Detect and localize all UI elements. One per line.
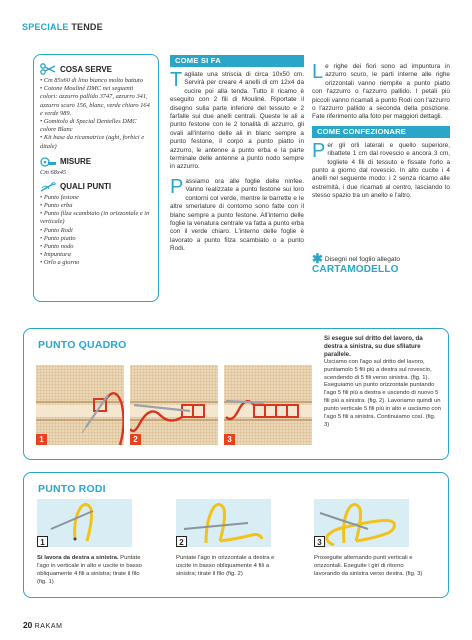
paragraph-text: assiamo ora alle foglie delle ninfee. Vanno realizzate a punto festone sui loro contorni col verde, mentre le barrette e le altre smerlature di contorno sono fatte con il blanc sempre a punto festone. All'interno delle foglie la venatura centrale va fatta a punto erba con il verde chiaro. L'interno delle foglie è lavorato a punto filza scambiato o a punto Rodi. [170, 177, 304, 253]
fabric-illustration [36, 365, 124, 445]
paragraph-text: agliate una striscia di circa 10x50 cm. Servirà per creare 4 anelli di cm 12x4 da cucire poi alla tenda. Tutto il ricamo è eseguito con 2 fili di Mouliné. Riportate il disegno sulla parte inferiore del tessuto e 2 farfalle sui due anelli centrali. Queste le ali a punto festone con le 2 tonalità di azzurro, gli ovali all'interno delle ali in blanc sempre a punto festone, il corpo a punto piatto in azzurro, le antenne a punto erba e la parte terminale delle antenne a punto nodo sempre in azzurro. [170, 71, 304, 171]
drop-cap: L [312, 61, 324, 83]
figure-number: 3 [314, 536, 325, 547]
figure-number: 2 [130, 434, 141, 445]
quali-punti-heading [40, 182, 152, 192]
paragraph [312, 139, 450, 201]
quali-punti-title: QUALI PUNTI [60, 182, 112, 192]
come-si-fa-bar: COME SI FA [170, 55, 304, 67]
list-item: • Impuntura [40, 251, 71, 259]
punto-rodi-desc3: Proseguite alternando punti verticali e orizzontali. Eseguite i giri di ritorno lavorando da sinistra verso destra. (fig. 3) [314, 555, 423, 577]
magazine-name: RAKAM [34, 623, 63, 630]
quali-punti-list [40, 194, 152, 268]
paragraph-text: er gli orli laterali e quello superiore, ribattete 1 cm dal rovescio e ancora 3 cm, togliete 4 fili di tessuto e fissate l'orlo a punto a giorno dal rovescio. In alto cucite i 4 anelli nel seguente modo: i 2 senza ricamo alle estremità, i due ricamati al centro, lasciando lo stesso spazio tra un anello e l'altro. [312, 141, 450, 200]
list-item: • Cm 85x60 di lino bianco molto battuto [40, 77, 143, 84]
misure-title: MISURE [60, 157, 92, 167]
paragraph-text: e righe dei fiori sono ad impuntura in azzurro scuro, le parti interne alle righe orizzontali vanno riempite a punto piatto con l'azzurro o l'azzurro pallido. I petali più piccoli vanno ricamati a punto Rodi con l'azzurro o l'azzurro pallido a seconda della posizione. Fate riferimento alla foto per maggiori dettagli. [312, 63, 450, 121]
tape-measure-icon [40, 157, 56, 167]
cosa-serve-heading [40, 63, 152, 75]
cosa-serve-title: COSA SERVE [60, 64, 113, 74]
drop-cap: T [170, 69, 183, 91]
scissors-icon [40, 63, 56, 75]
cartamodello-title: CARTAMODELLO [312, 264, 399, 275]
list-item: • Cotone Mouliné DMC nei seguenti colori: azzurro pallido 3747, azzurro 341, azzurro scuro 156, blanc, verde chiaro 164 e verde 989. [40, 85, 150, 117]
drop-cap: P [312, 139, 326, 162]
list-item: • Punto piatto [40, 234, 76, 242]
needle-icon [40, 182, 56, 192]
punto-rodi-fig2 [176, 499, 271, 547]
cosa-serve-section [40, 63, 152, 151]
section-label: SPECIALE [22, 22, 69, 32]
cartamodello-text: Disegni nel foglio allegato [324, 255, 401, 263]
description-lead: Si lavora da destra a sinistra. [37, 555, 119, 561]
drop-cap: P [170, 175, 184, 198]
misure-section [40, 157, 152, 176]
topic-label: TENDE [71, 22, 103, 32]
punto-quadro-panel [23, 328, 449, 460]
stitch-illustration [176, 499, 271, 547]
punto-rodi-desc2: Puntate l'ago in orizzontale a destra e uscite in basso obliquamente 4 fili a sinistra; tirate il filo (fig. 2) [176, 555, 275, 577]
misure-value: Cm 68x45 [40, 168, 67, 176]
punto-rodi-title: PUNTO RODI [38, 483, 106, 495]
column-right [312, 63, 450, 201]
figure-number: 3 [224, 434, 235, 445]
punto-quadro-title: PUNTO QUADRO [38, 339, 127, 351]
page-number: 20 [23, 620, 33, 630]
punto-rodi-fig3 [314, 499, 409, 547]
figure-number: 1 [37, 536, 48, 547]
fabric-illustration [130, 365, 218, 445]
cartamodello-note [312, 251, 452, 275]
list-item: • Punto filza scambiato (in orizzontale e in verticale) [40, 210, 150, 226]
list-item: • Punto festone [40, 193, 79, 201]
page-footer [23, 620, 63, 630]
punto-quadro-fig1 [36, 365, 124, 445]
description-text: Puntate l'ago in verticale in alto e uscite in basso obliquamente 4 fili a sinistra; tirate il filo (fig. 1) [37, 555, 142, 585]
description-text: Usciamo con l'ago sul dritto del lavoro, puntiamolo 5 fili più a destra sul rovescio, scendendo di 5 fili verso sinistra. (fig. 1). Eseguiamo un punto orizzontale puntando l'ago 5 fili più a destra e uscendo di nuovo 5 fili più a sinistra. (fig. 2). Lavoriamo quindi un punto verticale 5 fili più in alto e usciamo con l'ago 5 fili a sinistra. Continuiamo così. (fig. 3) [324, 358, 441, 428]
list-item: • Kit base da ricamatrice (aghi, forbici e ditale) [40, 134, 145, 150]
section-header [22, 22, 103, 32]
come-confezionare-bar: COME CONFEZIONARE [312, 126, 450, 138]
paragraph [170, 71, 304, 172]
materials-box [33, 54, 159, 302]
asterisk-icon: ✱ [312, 251, 323, 266]
list-item: • Gomitolo di Special Dentelles DMC colore Blanc [40, 118, 137, 134]
stitch-illustration [37, 499, 132, 547]
punto-quadro-fig3 [224, 365, 312, 445]
paragraph [170, 175, 304, 254]
description-lead: Si esegue sul dritto del lavoro, da destra a sinistra, su due sfilature parallele. [324, 335, 423, 358]
list-item: • Orlo a giorno [40, 259, 80, 267]
punto-quadro-fig2 [130, 365, 218, 445]
punto-rodi-fig1 [37, 499, 132, 547]
list-item: • Punto Rodi [40, 226, 73, 234]
misure-heading [40, 157, 152, 167]
figure-number: 1 [36, 434, 47, 445]
punto-rodi-panel [23, 472, 449, 598]
column-come-si-fa [170, 55, 304, 254]
cosa-serve-list [40, 77, 152, 151]
punto-quadro-description [324, 335, 442, 430]
quali-punti-section [40, 182, 152, 268]
figure-number: 2 [176, 536, 187, 547]
fabric-illustration [224, 365, 312, 445]
punto-rodi-desc1 [37, 555, 149, 587]
paragraph [312, 63, 450, 122]
stitch-illustration [314, 499, 409, 547]
list-item: • Punto nodo [40, 243, 74, 251]
list-item: • Punto erba [40, 202, 73, 210]
cartamodello-line1 [312, 251, 452, 266]
